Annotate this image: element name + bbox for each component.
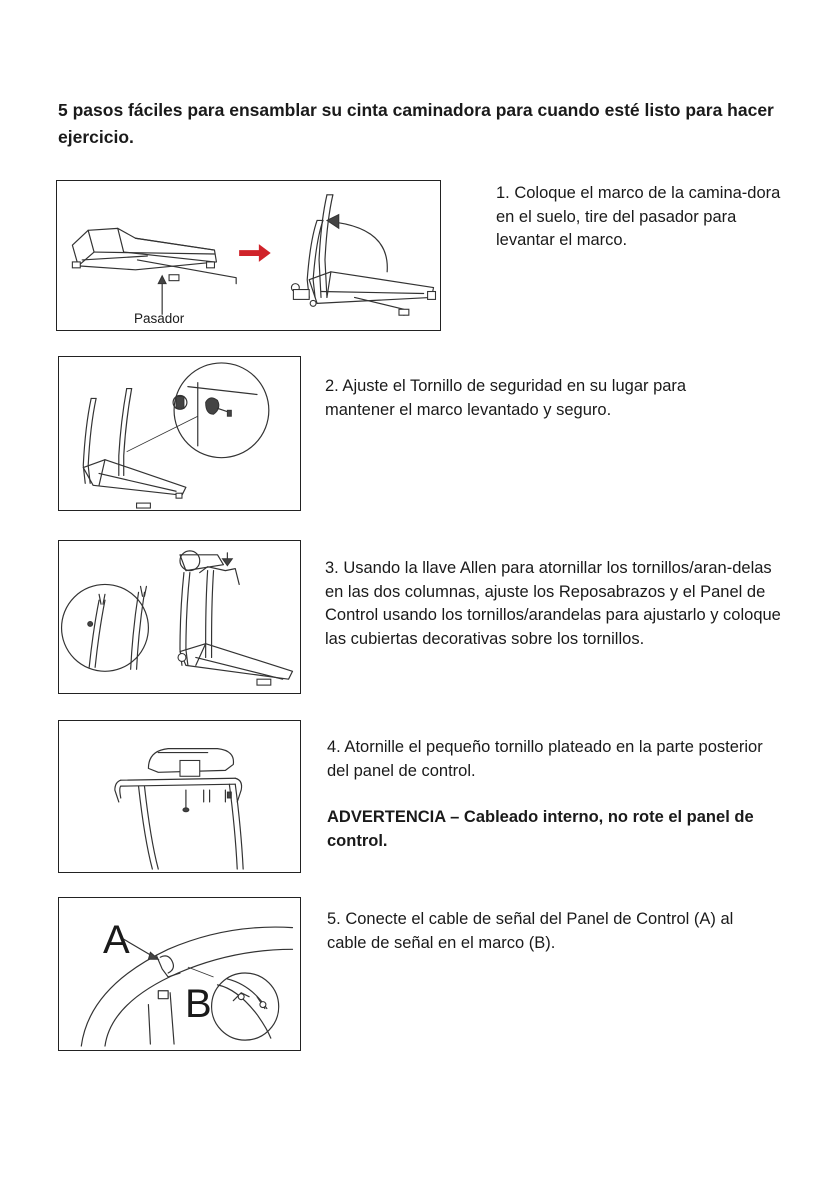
step-4-figure [58,720,301,873]
step-1-figure [56,180,441,331]
curved-arrow-icon [327,215,387,272]
label-b: B [185,982,212,1026]
step-4-warning: ADVERTENCIA – Cableado interno, no rote el panel de control. [327,808,754,850]
treadmill-folded-drawing [72,228,236,283]
down-arrow-icon [222,553,232,566]
step-5-figure [58,897,301,1051]
step-2-text: 2. Ajuste el Tornillo de seguridad en su lugar para mantener el marco levantado y seguro. [325,377,687,419]
safety-screw-detail-drawing [173,363,269,458]
column-bolts-detail-drawing [62,584,149,671]
treadmill-upright-drawing [291,195,435,315]
step-3-text: 3. Usando la llave Allen para atornillar los tornillos/aran-delas en las dos columnas, ajuste los Reposabrazos y el Panel de Control usando los tornillos/arandelas para ajustarlo y coloque las cubiertas decorativas sobre los tornillos. [325,559,781,648]
step-3-figure [58,540,301,694]
treadmill-assembled-drawing [178,551,292,685]
step-2-figure [58,356,301,511]
red-arrow-icon [239,244,271,262]
step-4-text: 4. Atornille el pequeño tornillo plateado en la parte posterior del panel de control. [327,738,763,780]
control-panel-screw-drawing [115,749,243,869]
intro-heading: 5 pasos fáciles para ensamblar su cinta caminadora para cuando esté listo para hacer ejercicio. [58,100,774,147]
pasador-pointer [158,276,166,314]
step-1-text: 1. Coloque el marco de la camina-dora en el suelo, tire del pasador para levantar el marco. [496,184,781,249]
pasador-label: Pasador [134,311,185,326]
step-5-text: 5. Conecte el cable de señal del Panel de Control (A) al cable de señal en el marco (B). [327,910,734,952]
label-a: A [103,918,130,962]
